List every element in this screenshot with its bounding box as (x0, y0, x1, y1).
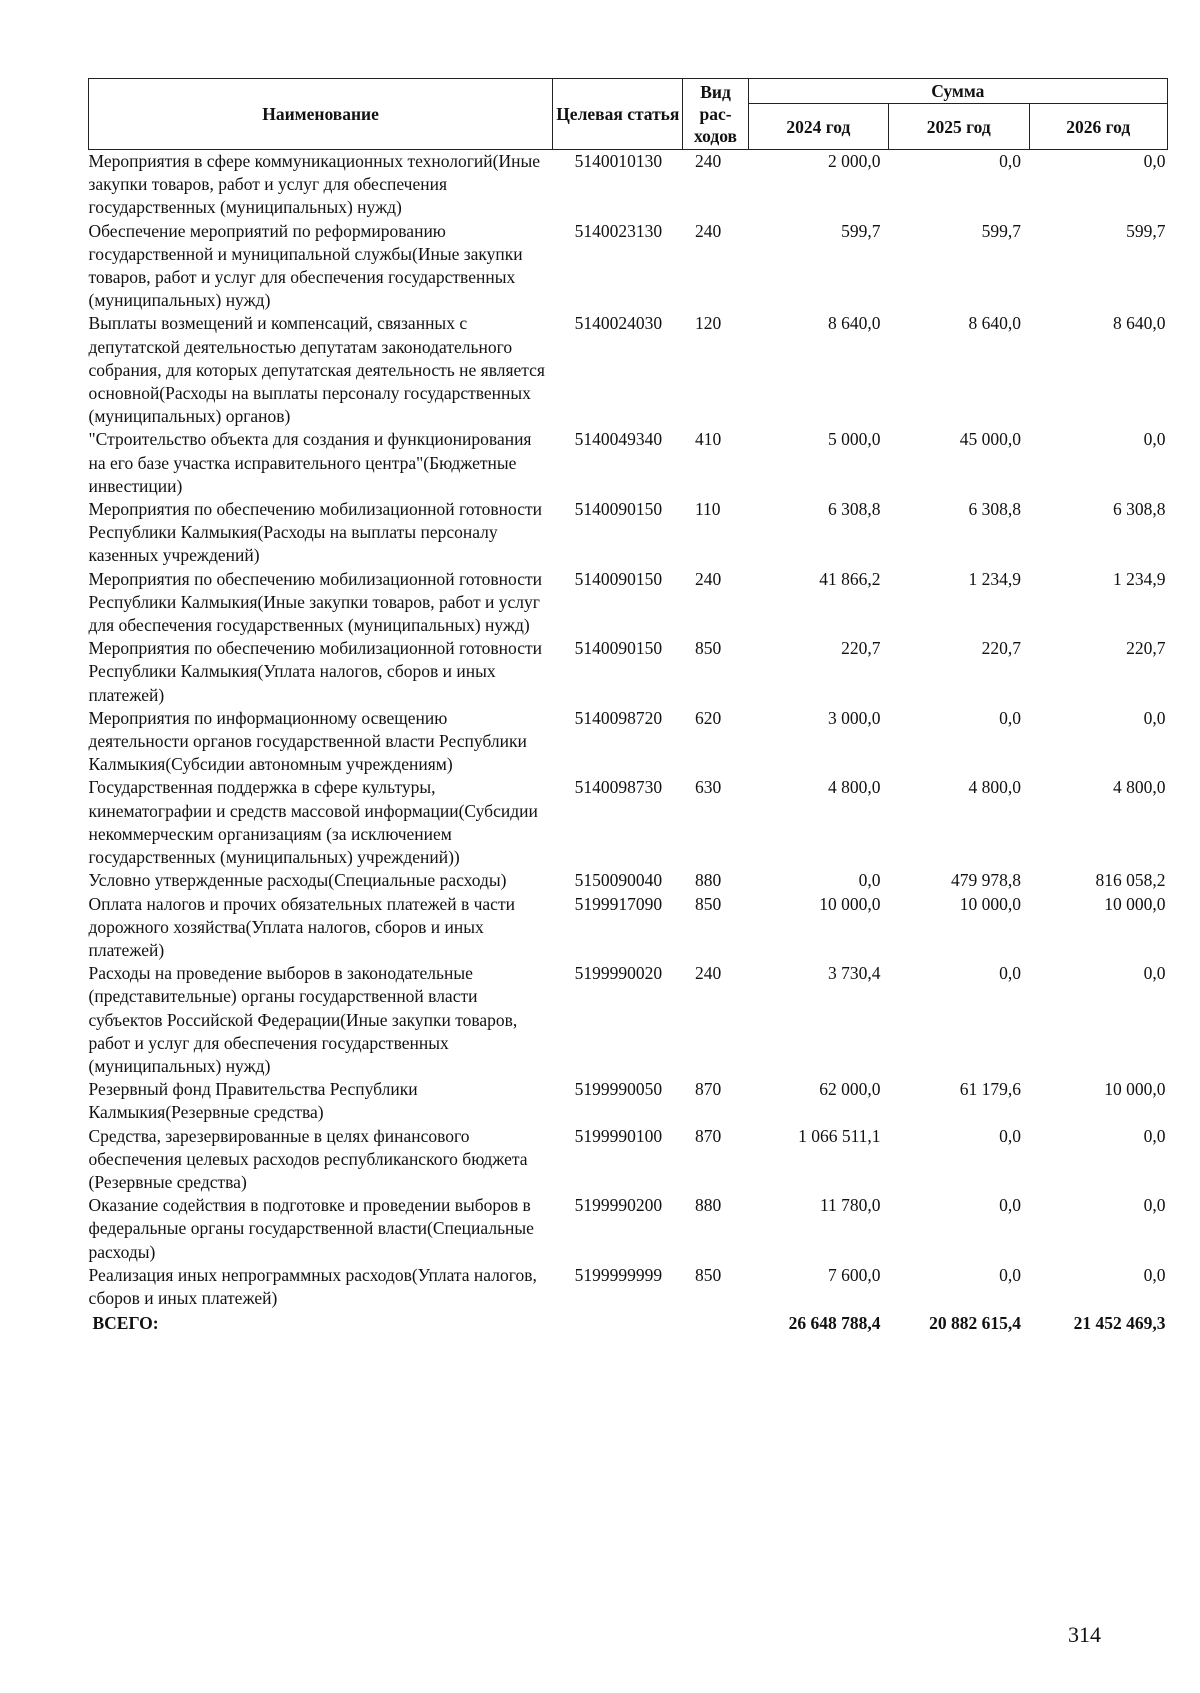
row-vid: 240 (694, 963, 722, 984)
row-2024: 62 000,0 (819, 1079, 881, 1100)
total-row (89, 1310, 1168, 1335)
row-vid: 240 (694, 568, 722, 589)
row-vid: 870 (694, 1125, 722, 1146)
row-code: 5140023130 (574, 220, 663, 241)
budget-table (88, 78, 1168, 1335)
row-vid: 850 (694, 638, 722, 659)
table-row (89, 428, 1168, 498)
row-2025: 1 234,9 (968, 568, 1022, 589)
row-2025: 0,0 (999, 707, 1022, 728)
row-name: Обеспечение мероприятий по реформированию государственной и муниципальной службы(Иные закупки товаров, работ и услуг для обеспечения государственных (муниципальных) нужд) (88, 220, 523, 311)
row-2026: 0,0 (1143, 1125, 1166, 1146)
table-row (89, 312, 1168, 428)
row-2026: 8 640,0 (1113, 313, 1166, 334)
row-2025: 6 308,8 (968, 499, 1022, 520)
table-row (89, 1194, 1168, 1264)
row-name: Мероприятия по обеспечению мобилизационной готовности Республики Калмыкия(Иные закупки товаров, работ и услуг для обеспечения государственных (муниципальных) нужд) (88, 568, 542, 636)
row-vid: 880 (694, 1195, 722, 1216)
row-code: 5199990050 (574, 1079, 663, 1100)
row-name: Выплаты возмещений и компенсаций, связанных с депутатской деятельностью депутатам законодательного собрания, для которых депутатская деятельность не является основной(Расходы на выплаты персоналу государственных (муниципальных) органов) (88, 313, 545, 427)
total-2025: 20 882 615,4 (929, 1313, 1022, 1334)
table-row (89, 568, 1168, 638)
header-sum: Сумма (748, 79, 1167, 104)
row-2024: 10 000,0 (819, 893, 881, 914)
row-2025: 0,0 (999, 1195, 1022, 1216)
row-code: 5199990020 (574, 963, 663, 984)
row-2026: 0,0 (1143, 707, 1166, 728)
row-2024: 41 866,2 (819, 568, 881, 589)
row-2026: 599,7 (1126, 220, 1166, 241)
row-2025: 61 179,6 (959, 1079, 1022, 1100)
row-2025: 8 640,0 (968, 313, 1022, 334)
row-2024: 3 000,0 (828, 707, 881, 728)
row-name: Мероприятия по информационному освещению деятельности органов государственной власти Республики Калмыкия(Субсидии автономным учреждениям) (88, 707, 527, 775)
row-2026: 10 000,0 (1104, 893, 1166, 914)
row-2025: 10 000,0 (959, 893, 1022, 914)
row-code: 5140049340 (574, 429, 663, 450)
table-row (89, 1264, 1168, 1310)
page-number: 314 (1068, 1622, 1101, 1647)
row-name: "Строительство объекта для создания и функционирования на его базе участка исправительного центра"(Бюджетные инвестиции) (88, 429, 532, 496)
row-vid: 410 (694, 429, 722, 450)
row-code: 5199990200 (574, 1195, 663, 1216)
table-row (89, 637, 1168, 707)
row-2024: 8 640,0 (828, 313, 881, 334)
row-vid: 240 (694, 220, 722, 241)
table-row (89, 707, 1168, 777)
row-2026: 1 234,9 (1113, 568, 1166, 589)
row-2026: 816 058,2 (1095, 870, 1166, 891)
table-row (89, 869, 1168, 892)
row-code: 5140090150 (574, 499, 663, 520)
row-2025: 4 800,0 (968, 777, 1022, 798)
row-2025: 599,7 (981, 220, 1022, 241)
total-2026: 21 452 469,3 (1073, 1313, 1166, 1334)
header-year-2025: 2025 год (889, 104, 1029, 150)
row-name: Резервный фонд Правительства Республики Калмыкия(Резервные средства) (88, 1079, 418, 1123)
row-name: Расходы на проведение выборов в законодательные (представительные) органы государственной власти субъектов Российской Федерации(Иные закупки товаров, работ и услуг для обеспечения государственных (муниципальных) нужд) (88, 963, 518, 1076)
row-name: Оплата налогов и прочих обязательных платежей в части дорожного хозяйства(Уплата налогов, сборов и иных платежей) (88, 893, 515, 960)
row-2025: 479 978,8 (951, 870, 1022, 891)
row-code: 5140098730 (574, 777, 663, 798)
row-2026: 0,0 (1143, 1195, 1166, 1216)
header-name: Наименование (89, 79, 553, 150)
row-name: Средства, зарезервированные в целях финансового обеспечения целевых расходов республиканского бюджета (Резервные средства) (88, 1125, 528, 1192)
row-2025: 220,7 (981, 638, 1022, 659)
row-code: 5140090150 (574, 568, 663, 589)
row-name: Условно утвержденные расходы(Специальные расходы) (88, 870, 507, 891)
row-name: Реализация иных непрограммных расходов(Уплата налогов, сборов и иных платежей) (88, 1264, 537, 1308)
row-2024: 1 066 511,1 (798, 1125, 881, 1146)
row-2026: 4 800,0 (1113, 777, 1166, 798)
row-2024: 2 000,0 (828, 151, 881, 171)
row-2026: 0,0 (1143, 429, 1166, 450)
row-vid: 120 (694, 313, 722, 334)
row-vid: 240 (694, 151, 722, 171)
table-row (89, 776, 1168, 869)
row-code: 5140090150 (574, 638, 663, 659)
row-2026: 6 308,8 (1113, 499, 1166, 520)
row-name: Мероприятия в сфере коммуникационных технологий(Иные закупки товаров, работ и услуг для обеспечения государственных (муниципальных) нужд) (88, 151, 541, 218)
row-vid: 880 (694, 870, 722, 891)
header-code: Целевая статья (553, 79, 683, 150)
table-row (89, 962, 1168, 1078)
row-vid: 850 (694, 1264, 722, 1285)
row-2026: 10 000,0 (1104, 1079, 1166, 1100)
row-code: 5140024030 (574, 313, 663, 334)
row-vid: 110 (694, 499, 721, 520)
header-year-2024: 2024 год (748, 104, 888, 150)
row-vid: 850 (694, 893, 722, 914)
row-vid: 870 (694, 1079, 722, 1100)
table-row (89, 1078, 1168, 1124)
row-2025: 0,0 (999, 963, 1022, 984)
row-2024: 599,7 (841, 220, 881, 241)
row-code: 5199917090 (574, 893, 663, 914)
row-2026: 0,0 (1143, 963, 1166, 984)
row-name: Оказание содействия в подготовке и проведении выборов в федеральные органы государственной власти(Специальные расходы) (88, 1195, 534, 1262)
row-code: 5199990100 (574, 1125, 663, 1146)
header-year-2026: 2026 год (1029, 104, 1167, 150)
table-row (89, 498, 1168, 568)
row-2024: 0,0 (858, 870, 881, 891)
row-2024: 11 780,0 (819, 1195, 881, 1216)
row-2025: 0,0 (999, 151, 1022, 171)
row-code: 5150090040 (574, 870, 663, 891)
total-2024: 26 648 788,4 (788, 1313, 881, 1334)
row-2025: 45 000,0 (959, 429, 1022, 450)
row-vid: 630 (694, 777, 722, 798)
row-code: 5199999999 (574, 1264, 663, 1285)
row-2026: 0,0 (1143, 151, 1166, 171)
total-label: ВСЕГО: (92, 1313, 159, 1334)
row-name: Государственная поддержка в сфере культуры, кинематографии и средств массовой информации(Субсидии некоммерческим организациям (за исключением государственных (муниципальных) учреждений)) (88, 777, 538, 868)
row-2024: 7 600,0 (828, 1264, 881, 1285)
table-header (89, 79, 1168, 150)
row-2024: 3 730,4 (828, 963, 881, 984)
row-2025: 0,0 (999, 1264, 1022, 1285)
row-2024: 4 800,0 (828, 777, 881, 798)
header-vid: Вид рас-ходов (683, 79, 748, 150)
row-2026: 220,7 (1126, 638, 1166, 659)
row-name: Мероприятия по обеспечению мобилизационной готовности Республики Калмыкия(Расходы на выплаты персоналу казенных учреждений) (88, 499, 542, 566)
row-2026: 0,0 (1143, 1264, 1166, 1285)
table-row (89, 220, 1168, 313)
table-row (89, 893, 1168, 963)
table-row (89, 150, 1168, 220)
table-body (89, 150, 1168, 1336)
row-2025: 0,0 (999, 1125, 1022, 1146)
row-name: Мероприятия по обеспечению мобилизационной готовности Республики Калмыкия(Уплата налогов, сборов и иных платежей) (88, 638, 542, 705)
row-vid: 620 (694, 707, 722, 728)
row-2024: 5 000,0 (828, 429, 881, 450)
row-code: 5140098720 (574, 707, 663, 728)
row-2024: 6 308,8 (828, 499, 881, 520)
row-2024: 220,7 (841, 638, 881, 659)
table-row (89, 1125, 1168, 1195)
row-code: 5140010130 (574, 151, 663, 171)
